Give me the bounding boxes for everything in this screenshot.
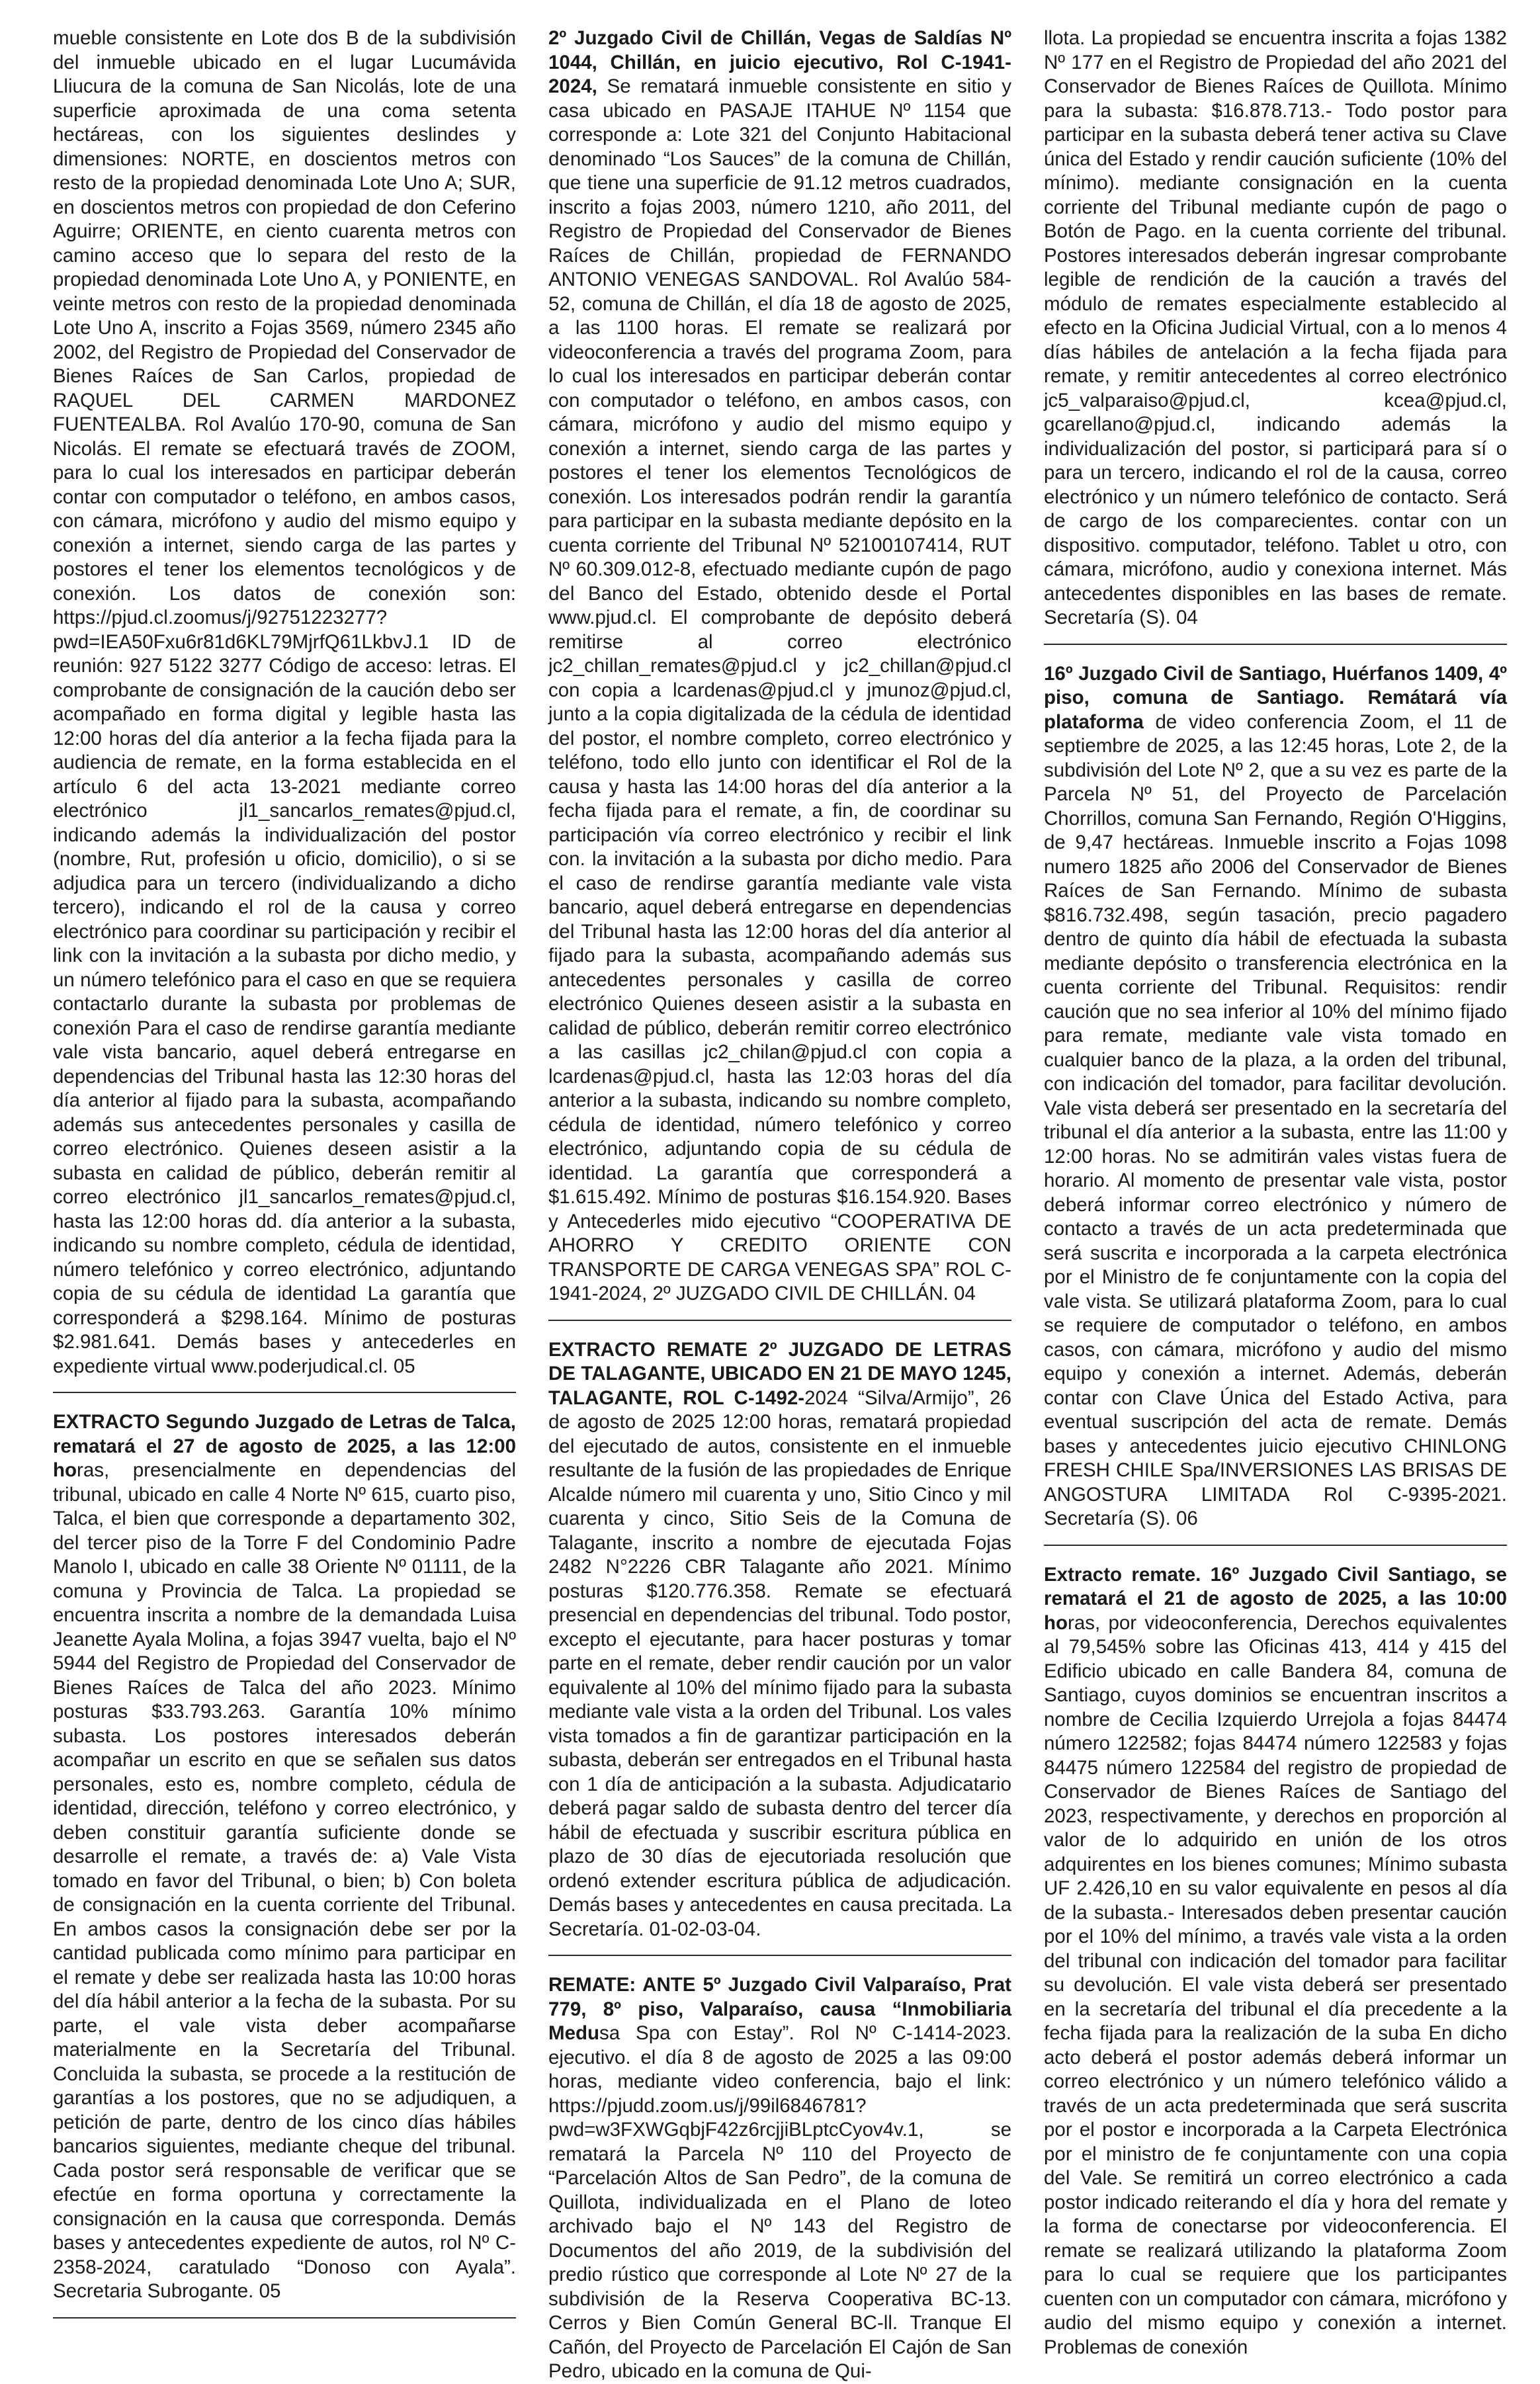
notice-body: ras, presencialmente en dependencias del tribunal, ubicado en calle 4 Norte Nº 615, cuarto piso, Talca, el bien que corresponde a departamento 302, del tercer piso de la Torre F del Condominio Padre Manolo I, ubicado en calle 38 Oriente Nº 01111, de la comuna y Provincia de Talca. La propiedad se encuentra inscrita a nombre de la demandada Luisa Jeanette Ayala Molina, a fojas 3947 vuelta, bajo el Nº 5944 del Registro de Propiedad del Conservador de Bienes Raíces de Talca del año 2023. Mínimo posturas $33.793.263. Garantía 10% mínimo subasta. Los postores interesados deberán acompañar un escrito en que se señalen sus datos personales, esto es, nombre completo, cédula de identidad, dirección, teléfono y correo electrónico, y deben constituir garantía suficiente donde se desarrolle el remate, a través de: a) Vale Vista tomado en favor del Tribunal, o bien; b) Con boleta de consignación en la cuenta corriente del Tribunal. En ambos casos la consignación debe ser por la cantidad publicada como mínimo para participar en el remate y debe ser realizada hasta las 10:00 horas del día hábil anterior a la fecha de la subasta. Por su parte, el vale vista deber acompañarse materialmente en la Secretaría del Tribunal. Concluida la subasta, se procede a la restitución de garantías a los postores, que no se adjudiquen, a petición de parte, dentro de los cinco días hábiles bancarios siguientes, mediante cheque del tribunal. Cada postor será responsable de verificar que se efectúe en forma oportuna y correctamente la consignación en la causa que corresponda. Demás bases y antecedentes expediente de autos, rol Nº C-2358-2024, caratulado “Donoso con Ayala”. Secretaria Subrogante. 05 xyxy=(53,1459,516,2302)
notice xyxy=(1044,662,1507,1531)
notice-heading: REMATE: ANTE 5º Juzgado Civil Valparaíso, Prat 779, 8º piso, Valparaíso, causa “Inmobiliaria Medu xyxy=(548,1974,1011,2044)
notice xyxy=(1044,1563,1507,2360)
notice-body: llota. La propiedad se encuentra inscrita a fojas 1382 Nº 177 en el Registro de Propiedad del año 2021 del Conservador de Bienes Raíces de Quillota. Mínimo para la subasta: $16.878.713.- Todo postor para participar en la subasta deberá tener activa su Clave única del Estado y rendir caución suficiente (10% del mínimo). mediante consignación en la cuenta corriente del Tribunal mediante cupón de pago o Botón de Pago. en la cuenta corriente del tribunal. Postores interesados deberán ingresar comprobante legible de rendición de la caución a través del módulo de remates especialmente establecido al efecto en la Oficina Judicial Virtual, con a lo menos 4 días hábiles de antelación a la fecha fijada para remate, y remitir antecedentes al correo electrónico jc5_valparaiso@pjud.cl, kcea@pjud.cl, gcarellano@pjud.cl, indicando además la individualización del postor, si participará para sí o para un tercero, indicando el rol de la causa, correo electrónico y un número telefónico de contacto. Será de cargo de los comparecientes. contar con un dispositivo. computador, teléfono. Tablet u otro, con cámara, micrófono, audio y conexiona internet. Más antecedentes disponibles en las bases de remate. Secretaría (S). 04 xyxy=(1044,27,1507,628)
notice-body: mueble consistente en Lote dos B de la subdivisión del inmueble ubicado en el lugar Lucumávida Lliucura de la comuna de San Nicolás, lote de una superficie aproximada de una coma setenta hectáreas, con los siguientes deslindes y dimensiones: NORTE, en doscientos metros con resto de la propiedad denominada Lote Uno A; SUR, en doscientos metros con propiedad de don Ceferino Aguirre; ORIENTE, en ciento cuarenta metros con camino acceso que lo separa del resto de la propiedad denominada Lote Uno A, y PONIENTE, en veinte metros con resto de la propiedad denominada Lote Uno A, inscrito a Fojas 3569, número 2345 año 2002, del Registro de Propiedad del Conservador de Bienes Raíces de San Carlos, propiedad de RAQUEL DEL CARMEN MARDONEZ FUENTEALBA. Rol Avalúo 170-90, comuna de San Nicolás. El remate se efectuará través de ZOOM, para lo cual los interesados en participar deberán contar con computador o teléfono, en ambos casos, con cámara, micrófono y audio del mismo equipo y conexión a internet, siendo carga de las partes y postores el tener los elementos tecnológicos y de conexión. Los datos de conexión son: https://pjud.cl.zoomus/j/92751223277?pwd=IEA50Fxu6r81d6KL79MjrfQ61LkbvJ.1 ID de reunión: 927 5122 3277 Código de acceso: letras. El comprobante de consignación de la caución debo ser acompañado en forma digital y legible hasta las 12:00 horas del día anterior a la fecha fijada para la audiencia de remate, en la forma establecida en el artículo 6 del acta 13-2021 mediante correo electrónico jl1_sancarlos_remates@pjud.cl, indicando además la individualización del postor (nombre, Rut, profesión u oficio, domicilio), o si se adjudica para un tercero (individualizando a dicho tercero), indicando el rol de la causa y correo electrónico para coordinar su participación y recibir el link con la invitación a la subasta por dicho medio, y un número telefónico para el caso en que se requiera contactarlo durante la subasta por problemas de conexión Para el caso de rendirse garantía mediante vale vista bancario, aquel deberá entregarse en dependencias del Tribunal hasta las 12:30 horas del día anterior al fijado para la subasta, acompañando además sus antecedentes personales y casilla de correo electrónico. Quienes deseen asistir a la subasta en calidad de público, deberán remitir al correo electrónico jl1_sancarlos_remates@pjud.cl, hasta las 12:00 horas dd. día anterior a la subasta, indicando su nombre completo, cédula de identidad, número telefónico y correo electrónico, adjuntando copia de su cédula de identidad La garantía que corresponderá a $298.164. Mínimo de posturas $2.981.641. Demás bases y antecederles en expediente virtual www.poderjudical.cl. 05 xyxy=(53,27,516,1377)
notice-divider xyxy=(1044,1545,1507,1546)
notice-heading: EXTRACTO REMATE 2º JUZGADO DE LETRAS DE TALAGANTE, UBICADO EN 21 DE MAYO 1245, TALAGANTE, ROL C-1492- xyxy=(548,1338,1011,1409)
notice xyxy=(548,26,1011,1306)
notice-text xyxy=(548,1338,1011,1942)
notice-divider xyxy=(548,1320,1011,1321)
notice-text xyxy=(53,26,516,1379)
notice xyxy=(53,1410,516,2304)
notice xyxy=(53,26,516,1379)
notice-body: Se rematará inmueble consistente en sitio y casa ubicado en PASAJE ITAHUE Nº 1154 que corresponde a: Lote 321 del Conjunto Habitacional denominado “Los Sauces” de la comuna de Chillán, que tiene una superficie de 91.12 metros cuadrados, inscrito a fojas 2003, número 1210, año 2011, del Registro de Propiedad del Conservador de Bienes Raíces de Chillán, propiedad de FERNANDO ANTONIO VENEGAS SANDOVAL. Rol Avalúo 584-52, comuna de Chillán, el día 18 de agosto de 2025, a las 1100 horas. El remate se realizará por videoconferencia a través del programa Zoom, para lo cual los interesados en participar deberán contar con computador o teléfono, en ambos casos, con cámara, micrófono y audio del mismo equipo y conexión a internet, siendo carga de las partes y postores el tener los elementos Tecnológicos de conexión. Los interesados podrán rendir la garantía para participar en la subasta mediante depósito en la cuenta corriente del Tribunal Nº 52100107414, RUT Nº 60.309.012-8, efectuado mediante cupón de pago del Banco del Estado, obtenido desde el Portal www.pjud.cl. El comprobante de depósito deberá remitirse al correo electrónico jc2_chillan_remates@pjud.cl y jc2_chillan@pjud.cl con copia a lcardenas@pjud.cl y jmunoz@pjud.cl, junto a la copia digitalizada de la cédula de identidad del postor, el nombre completo, correo electrónico y teléfono, todo ello junto con identificar el Rol de la causa y hasta las 14:00 horas del día anterior a la fecha fijada para el remate, a fin, de coordinar su participación vía correo electrónico y recibir el link con. la invitación a la subasta por dicho medio. Para el caso de rendirse garantía mediante vale vista bancario, aquel deberá entregarse en dependencias del Tribunal hasta las 12:00 horas del día anterior al fijado para la subasta, acompañando además sus antecedentes personales y casilla de correo electrónico Quienes deseen asistir a la subasta en calidad de público, deberán remitir correo electrónico a las casillas jc2_chilan@pjud.cl con copia a lcardenas@pjud.cl, hasta las 12:03 horas del día anterior a la subasta, indicando su nombre completo, cédula de identidad, número telefónico y correo electrónico, adjuntando copia de su cédula de identidad. La garantía que corresponderá a $1.615.492. Mínimo de posturas $16.154.920. Bases y Antecederles mido ejecutivo “COOPERATIVA DE AHORRO Y CREDITO ORIENTE CON TRANSPORTE DE CARGA VENEGAS SPA” ROL C-1941-2024, 2º JUZGADO CIVIL DE CHILLÁN. 04 xyxy=(548,75,1011,1304)
notice-body: 2024 “Silva/Armijo”, 26 de agosto de 2025 12:00 horas, rematará propiedad del ejecutado de autos, consistente en el inmueble resultante de la fusión de las propiedades de Enrique Alcalde número mil cuarenta y uno, Sitio Cinco y mil cuarenta y cinco, Sitio Seis de la Comuna de Talagante, inscrito a nombre de ejecutada Fojas 2482 N°2226 CBR Talagante año 2021. Mínimo posturas $120.776.358. Remate se efectuará presencial en dependencias del tribunal. Todo postor, excepto el ejecutante, para hacer posturas y tomar parte en el remate, deber rendir caución por un valor equivalente al 10% del mínimo fijado para la subasta mediante vale vista a la orden del Tribunal. Los vales vista tomados a fin de garantizar participación en la subasta, deberán ser entregados en el Tribunal hasta con 1 día de anticipación a la subasta. Adjudicatario deberá pagar saldo de subasta dentro del tercer día hábil de efectuada y suscribir escritura pública en plazo de 30 días de ejecutoriada resolución que ordenó extender escritura pública de adjudicación. Demás bases y antecedentes en causa precitada. La Secretaría. 01-02-03-04. xyxy=(548,1386,1011,1940)
notice xyxy=(1044,26,1507,630)
notice-body: de video conferencia Zoom, el 11 de septiembre de 2025, a las 12:45 horas, Lote 2, de la subdivisión del Lote Nº 2, que a su vez es parte de la Parcela Nº 51, del Proyecto de Parcelación Chorrillos, comuna San Fernando, Región O'Higgins, de 9,47 hectáreas. Inmueble inscrito a Fojas 1098 numero 1825 año 2006 del Conservador de Bienes Raíces de San Fernando. Mínimo de subasta $816.732.498, según tasación, precio pagadero dentro de quinto día hábil de efectuada la subasta mediante depósito o transferencia electrónica en la cuenta corriente del Tribunal. Requisitos: rendir caución que no sea inferior al 10% del mínimo fijado para remate, mediante vale vista tomado en cualquier banco de la plaza, a la orden del tribunal, con indicación del tomador, para facilitar devolución. Vale vista deberá ser presentado en la secretaría del tribunal el día anterior a la subasta, entre las 11:00 y 12:00 horas. No se admitirán vales vistas fuera de horario. Al momento de presentar vale vista, postor deberá informar correo electrónico y número de contacto a través de un acta predeterminada que será suscrita e incorporada a la carpeta electrónica por el Ministro de fe conjuntamente con la copia del vale vista. Se utilizará plataforma Zoom, para lo cual se requiere de computador o teléfono, en ambos casos, con cámara, micrófono y audio del mismo equipo y conexión a internet. Además, deberán contar con Clave Única del Estado Activa, para eventual suscripción del acta de remate. Demás bases y antecedentes juicio ejecutivo CHINLONG FRESH CHILE Spa/INVERSIONES LAS BRISAS DE ANGOSTURA LIMITADA Rol C-9395-2021. Secretaría (S). 06 xyxy=(1044,710,1507,1529)
newspaper-page xyxy=(53,26,1507,2382)
notice-heading: Extracto remate. 16º Juzgado Civil Santiago, se rematará el 21 de agosto de 2025, a las 10:00 ho xyxy=(1044,1563,1507,1634)
notice-heading: 16º Juzgado Civil de Santiago, Huérfanos 1409, 4º piso, comuna de Santiago. Remátará vía plataforma xyxy=(1044,662,1507,733)
notice xyxy=(548,1338,1011,1942)
notice-divider xyxy=(53,1392,516,1393)
column-2 xyxy=(548,26,1011,2382)
column-1 xyxy=(53,26,516,2302)
notice-text xyxy=(548,26,1011,1306)
notice-divider xyxy=(53,2317,516,2319)
notice-divider xyxy=(548,1955,1011,1956)
notice-heading: EXTRACTO Segundo Juzgado de Letras de Talca, rematará el 27 de agosto de 2025, a las 12:00 ho xyxy=(53,1411,516,1481)
column-3 xyxy=(1044,26,1507,2358)
notice-text xyxy=(1044,1563,1507,2360)
notice-divider xyxy=(1044,644,1507,645)
notice-text xyxy=(53,1410,516,2304)
notice-body: ras, por videoconferencia, Derechos equivalentes al 79,545% sobre las Oficinas 413, 414 y 415 del Edificio ubicado en calle Bandera 84, comuna de Santiago, cuyos dominios se encuentran inscritos a nombre de Cecilia Izquierdo Urrejola a fojas 84474 número 122582; fojas 84474 número 122583 y fojas 84475 número 122584 del registro de propiedad de Conservador de Bienes Raíces de Santiago del 2023, respectivamente, y derechos en proporción al valor de lo adquirido en unión de los otros adquirentes en los bienes comunes; Mínimo subasta UF 2.426,10 en su valor equivalente en pesos al día de la subasta.- Interesados deben presentar caución por el 10% del mínimo, a través vale vista a la orden del tribunal con indicación del tomador para facilitar su devolución. El vale vista deberá ser presentado en la secretaría del tribunal el día precedente a la fecha fijada para la realización de la suba En dicho acto deberá el postor además deberá informar un correo electrónico y un número telefónico válido a través de un acta predeterminada que será suscrita por el postor e incorporada a la Carpeta Electrónica por el ministro de fe conjuntamente con una copia del Vale. Se remitirá un correo electrónico a cada postor indicado reiterando el día y hora del remate y la forma de conectarse por videoconferencia. El remate se realizará utilizando la plataforma Zoom para lo cual se requiere que los participantes cuenten con un computador con cámara, micrófono y audio del mismo equipo y conexión a internet. Problemas de conexión xyxy=(1044,1611,1507,2358)
notice-text xyxy=(548,1973,1011,2384)
notice-text xyxy=(1044,662,1507,1531)
notice-text xyxy=(1044,26,1507,630)
notice-body: sa Spa con Estay”. Rol Nº C-1414-2023. ejecutivo. el día 8 de agosto de 2025 a las 09:00 horas, mediante video conferencia, bajo el link: https://pjudd.zoom.us/j/99il6846781?pwd=w3FXWGqbjF42z6rcjjiBLptcCyov4v.1, se rematará la Parcela Nº 110 del Proyecto de “Parcelación Altos de San Pedro”, de la comuna de Quillota, individualizada en el Plano de loteo archivado bajo el Nº 143 del Registro de Documentos del año 2019, de la subdivisión del predio rústico que corresponde al Lote Nº 27 de la subdivisión de la Reserva Cooperativa BC-13. Cerros y Bien Común General BC-ll. Tranque El Cañón, del Proyecto de Parcelación El Cajón de San Pedro, ubicado en la comuna de Qui- xyxy=(548,2022,1011,2382)
notice xyxy=(548,1973,1011,2384)
notice-heading: 2º Juzgado Civil de Chillán, Vegas de Saldías Nº 1044, Chillán, en juicio ejecutivo, Rol C-1941-2024, xyxy=(548,27,1011,97)
